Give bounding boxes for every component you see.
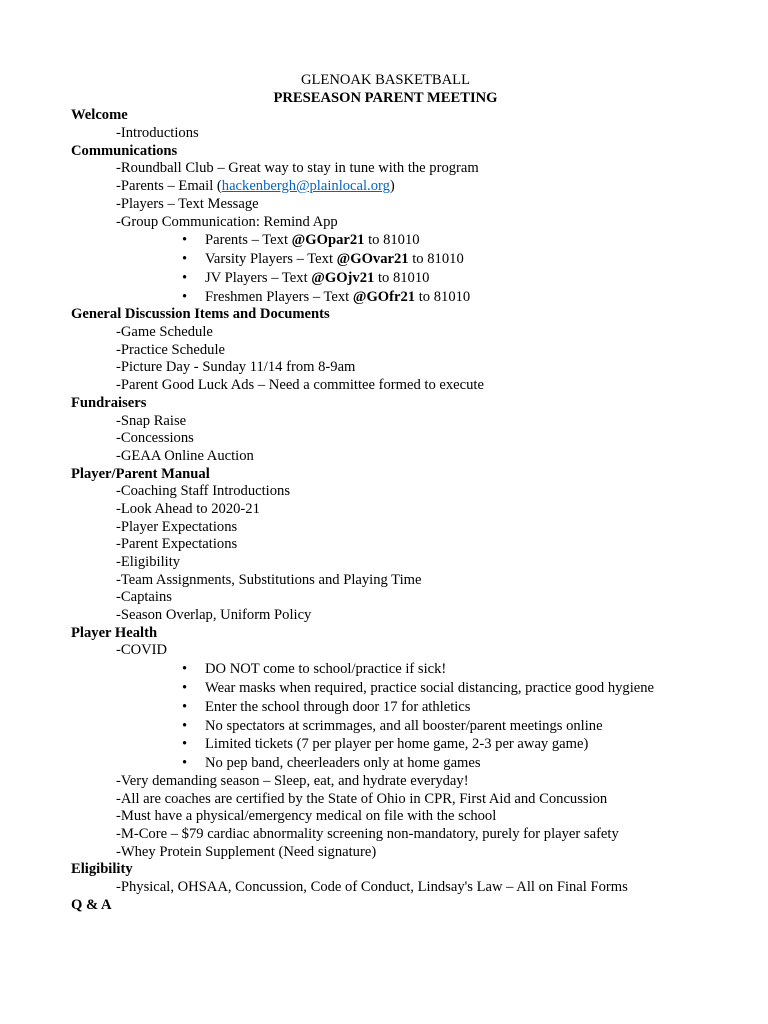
bullet-item — [0, 754, 768, 773]
bullet-item — [0, 735, 768, 754]
bullet-text: No pep band, cheerleaders only at home games — [205, 755, 481, 772]
bullet-item — [0, 660, 768, 679]
document-page — [0, 72, 768, 914]
bullet-icon: • — [182, 755, 188, 772]
bullet-text: to 81010 — [364, 232, 420, 249]
list-item: -GEAA Online Auction — [116, 447, 254, 464]
list-item: -COVID — [116, 642, 168, 659]
list-item: -Players – Text Message — [116, 195, 259, 212]
list-item: -Whey Protein Supplement (Need signature) — [116, 843, 377, 860]
bullet-text: Parents – Text — [205, 232, 292, 249]
bullet-icon: • — [182, 679, 188, 696]
remind-code: @GOjv21 — [311, 269, 375, 286]
bullet-icon: • — [182, 698, 188, 715]
list-item: -Captains — [116, 589, 172, 606]
bullet-text: Wear masks when required, practice social distancing, practice good hygiene — [205, 679, 655, 696]
remind-code: @GOpar21 — [291, 232, 365, 249]
bullet-text: Limited tickets (7 per player per home game, 2-3 per away game) — [205, 736, 589, 753]
bullet-item — [0, 698, 768, 717]
bullet-icon: • — [182, 288, 188, 305]
list-item: -Picture Day - Sunday 11/14 from 8-9am — [116, 359, 356, 376]
school-name: GLENOAK BASKETBALL — [300, 72, 471, 88]
bullet-text: Enter the school through door 17 for athletics — [205, 698, 471, 715]
list-item: -Physical, OHSAA, Concussion, Code of Conduct, Lindsay's Law – All on Final Forms — [116, 879, 628, 896]
list-item: -Roundball Club – Great way to stay in tune with the program — [116, 160, 479, 177]
bullet-item — [0, 288, 768, 307]
bullet-text: No spectators at scrimmages, and all booster/parent meetings online — [205, 717, 603, 734]
list-item: -Eligibility — [116, 554, 181, 570]
list-item: -Team Assignments, Substitutions and Playing Time — [116, 571, 422, 588]
list-item: -Season Overlap, Uniform Policy — [116, 607, 312, 624]
bullet-item — [0, 679, 768, 698]
list-item: -Parent Good Luck Ads – Need a committee formed to execute — [116, 377, 484, 394]
list-item: -Coaching Staff Introductions — [116, 483, 291, 500]
bullet-item — [0, 231, 768, 250]
section-heading-qa: Q & A — [71, 896, 112, 913]
parents-email-prefix: -Parents – Email ( — [116, 178, 222, 195]
list-item: -Parent Expectations — [116, 536, 238, 553]
bullet-icon: • — [182, 717, 188, 734]
bullet-text: JV Players – Text — [205, 269, 312, 286]
bullet-icon: • — [182, 736, 188, 753]
section-heading-eligibility: Eligibility — [71, 861, 133, 878]
bullet-text: DO NOT come to school/practice if sick! — [205, 661, 447, 678]
bullet-text: Varsity Players – Text — [205, 250, 337, 267]
section-heading-player-parent-manual: Player/Parent Manual — [71, 465, 210, 482]
section-heading-welcome: Welcome — [71, 107, 128, 124]
parents-email-suffix: ) — [389, 178, 395, 195]
list-item: -Snap Raise — [116, 412, 187, 429]
list-item: -All are coaches are certified by the State of Ohio in CPR, First Aid and Concussion — [116, 790, 608, 807]
bullet-text: to 81010 — [408, 250, 464, 267]
bullet-text: to 81010 — [374, 269, 430, 286]
bullet-text: Freshmen Players – Text — [205, 288, 353, 305]
bullet-icon: • — [182, 250, 188, 267]
section-heading-communications: Communications — [71, 142, 178, 159]
section-heading-general-discussion: General Discussion Items and Documents — [71, 306, 330, 323]
section-heading-player-health: Player Health — [71, 624, 158, 641]
list-item: -Concessions — [116, 430, 194, 447]
document-title: PRESEASON PARENT MEETING — [273, 89, 498, 106]
remind-code: @GOfr21 — [352, 288, 416, 305]
bullet-item — [0, 717, 768, 736]
bullet-icon: • — [182, 232, 188, 249]
remind-code: @GOvar21 — [336, 250, 409, 267]
list-item: -Must have a physical/emergency medical on file with the school — [116, 808, 497, 825]
bullet-text: to 81010 — [415, 288, 471, 305]
email-link[interactable]: hackenbergh@plainlocal.org — [221, 178, 390, 195]
list-item-parents-email — [0, 178, 768, 196]
list-item: -Very demanding season – Sleep, eat, and hydrate everyday! — [116, 772, 469, 789]
list-item: -Player Expectations — [116, 518, 238, 535]
list-item: -Look Ahead to 2020-21 — [116, 500, 260, 517]
section-heading-fundraisers: Fundraisers — [71, 394, 147, 411]
list-item: -Introductions — [116, 125, 199, 142]
list-item: -Practice Schedule — [116, 341, 225, 358]
list-item: -Game Schedule — [116, 324, 213, 341]
bullet-icon: • — [182, 269, 188, 286]
list-item: -Group Communication: Remind App — [116, 213, 338, 230]
bullet-item — [0, 250, 768, 269]
list-item: -M-Core – $79 cardiac abnormality screening non-mandatory, purely for player safety — [116, 825, 619, 842]
bullet-item — [0, 269, 768, 288]
bullet-icon: • — [182, 661, 188, 678]
